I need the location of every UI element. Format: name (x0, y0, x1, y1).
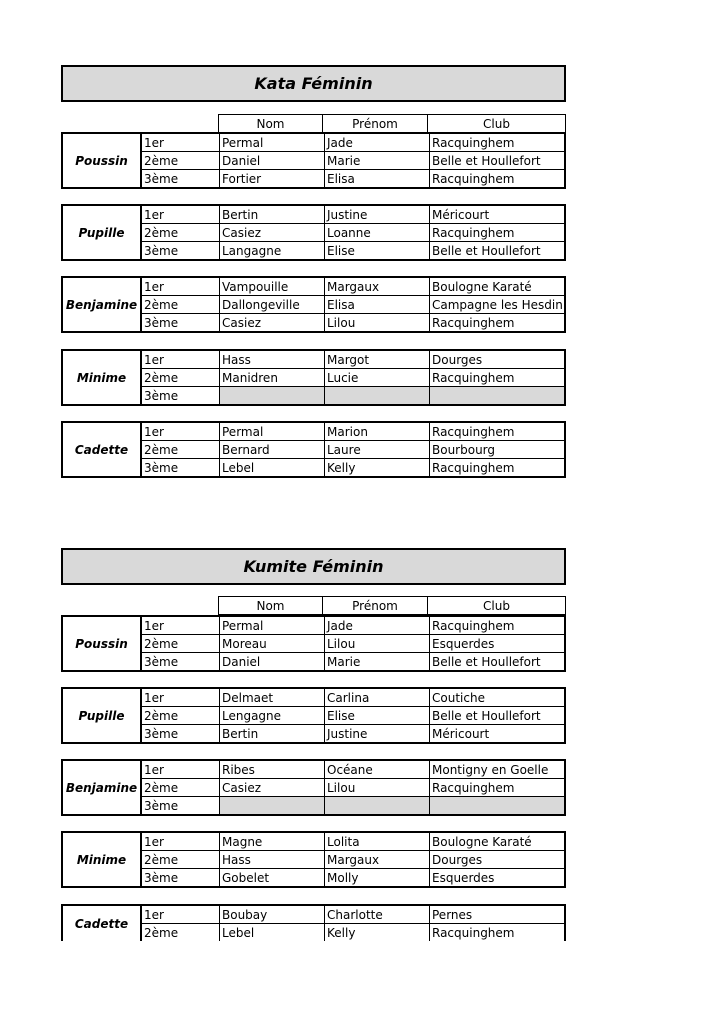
nom-cell: Magne (220, 833, 325, 850)
kumite-group (61, 615, 566, 672)
prenom-cell: Kelly (325, 924, 430, 941)
nom-cell: Permal (220, 617, 325, 634)
result-row (142, 134, 564, 151)
nom-cell: Permal (220, 134, 325, 151)
nom-cell: Boubay (220, 906, 325, 923)
rank-cell: 2ème (142, 851, 220, 868)
result-rows (142, 689, 564, 742)
result-rows (142, 761, 564, 814)
rank-cell: 1er (142, 761, 220, 778)
club-cell: Pernes (432, 907, 473, 922)
nom-cell: Lebel (220, 924, 325, 941)
result-rows (142, 134, 564, 187)
club-cell: Racquinghem (432, 315, 515, 330)
rank-cell: 3ème (142, 797, 220, 814)
rank-cell: 1er (142, 617, 220, 634)
category-label: Cadette (63, 906, 142, 941)
result-row (142, 386, 564, 404)
club-cell: Belle et Houllefort (432, 153, 541, 168)
prenom-cell (325, 387, 430, 404)
result-row (142, 868, 564, 886)
rank-cell: 1er (142, 423, 220, 440)
club-cell (430, 797, 564, 814)
rank-cell: 3ème (142, 725, 220, 742)
rank-cell: 2ème (142, 635, 220, 652)
header-club: Club (483, 116, 510, 131)
club-cell: Racquinghem (432, 225, 515, 240)
prenom-cell: Marie (325, 653, 430, 670)
club-cell: Racquinghem (432, 780, 515, 795)
rank-cell: 1er (142, 134, 220, 151)
category-label: Poussin (63, 617, 142, 670)
prenom-cell: Lucie (325, 369, 430, 386)
category-label: Pupille (63, 689, 142, 742)
prenom-cell: Margaux (325, 278, 430, 295)
club-cell: Coutiche (432, 690, 485, 705)
result-row (142, 724, 564, 742)
club-cell: Racquinghem (432, 135, 515, 150)
nom-cell: Dallongeville (220, 296, 325, 313)
rank-cell: 3ème (142, 653, 220, 670)
rank-cell: 3ème (142, 170, 220, 187)
rank-cell: 2ème (142, 441, 220, 458)
rank-cell: 1er (142, 206, 220, 223)
result-rows (142, 278, 564, 331)
result-row (142, 241, 564, 259)
nom-cell: Delmaet (220, 689, 325, 706)
result-rows (142, 833, 564, 886)
result-row (142, 850, 564, 868)
rank-cell: 2ème (142, 152, 220, 169)
club-cell: Méricourt (432, 726, 490, 741)
prenom-cell: Jade (325, 134, 430, 151)
nom-cell: Hass (220, 351, 325, 368)
nom-cell: Casiez (220, 779, 325, 796)
category-label: Benjamine (63, 278, 142, 331)
club-cell: Racquinghem (432, 925, 515, 940)
category-label: Cadette (63, 423, 142, 476)
club-cell: Racquinghem (432, 370, 515, 385)
kata-title: Kata Féminin (61, 65, 566, 102)
nom-cell: Casiez (220, 224, 325, 241)
kata-group (61, 132, 566, 189)
result-rows (142, 351, 564, 404)
category-label: Benjamine (63, 761, 142, 814)
prenom-cell: Lilou (325, 314, 430, 331)
rank-cell: 2ème (142, 924, 220, 941)
result-row (142, 617, 564, 634)
club-cell: Belle et Houllefort (432, 654, 541, 669)
category-label: Poussin (63, 134, 142, 187)
prenom-cell: Marion (325, 423, 430, 440)
result-row (142, 778, 564, 796)
nom-cell: Manidren (220, 369, 325, 386)
prenom-cell: Elise (325, 707, 430, 724)
nom-cell: Hass (220, 851, 325, 868)
kata-group (61, 204, 566, 261)
rank-cell: 3ème (142, 242, 220, 259)
rank-cell: 1er (142, 278, 220, 295)
result-row (142, 423, 564, 440)
result-row (142, 223, 564, 241)
nom-cell: Bertin (220, 725, 325, 742)
category-label: Minime (63, 351, 142, 404)
club-cell: Racquinghem (432, 171, 515, 186)
rank-cell: 1er (142, 906, 220, 923)
nom-cell: Casiez (220, 314, 325, 331)
prenom-cell: Elise (325, 242, 430, 259)
prenom-cell: Justine (325, 725, 430, 742)
rank-cell: 2ème (142, 369, 220, 386)
prenom-cell: Justine (325, 206, 430, 223)
result-row (142, 440, 564, 458)
nom-cell: Bertin (220, 206, 325, 223)
prenom-cell: Lilou (325, 635, 430, 652)
category-label: Minime (63, 833, 142, 886)
prenom-cell (325, 797, 430, 814)
prenom-cell: Lolita (325, 833, 430, 850)
club-cell: Racquinghem (432, 618, 515, 633)
prenom-cell: Charlotte (325, 906, 430, 923)
club-cell: Campagne les Hesdin (432, 297, 563, 312)
kumite-title: Kumite Féminin (61, 548, 566, 585)
result-row (142, 169, 564, 187)
kata-group (61, 349, 566, 406)
nom-cell: Moreau (220, 635, 325, 652)
nom-cell: Daniel (220, 152, 325, 169)
result-row (142, 351, 564, 368)
rank-cell: 2ème (142, 779, 220, 796)
prenom-cell: Carlina (325, 689, 430, 706)
nom-cell: Ribes (220, 761, 325, 778)
rank-cell: 3ème (142, 314, 220, 331)
kata-group (61, 421, 566, 478)
result-row (142, 206, 564, 223)
result-row (142, 458, 564, 476)
nom-cell: Gobelet (220, 869, 325, 886)
result-row (142, 634, 564, 652)
prenom-cell: Elisa (325, 170, 430, 187)
club-cell: Méricourt (432, 207, 490, 222)
prenom-cell: Margaux (325, 851, 430, 868)
kumite-column-headers (218, 596, 566, 615)
club-cell: Esquerdes (432, 870, 495, 885)
club-cell: Racquinghem (432, 460, 515, 475)
kumite-group (61, 759, 566, 816)
nom-cell: Lengagne (220, 707, 325, 724)
club-cell: Boulogne Karaté (432, 834, 532, 849)
club-cell: Dourges (432, 352, 483, 367)
result-row (142, 761, 564, 778)
kumite-group (61, 831, 566, 888)
result-rows (142, 423, 564, 476)
result-row (142, 295, 564, 313)
prenom-cell: Laure (325, 441, 430, 458)
prenom-cell: Elisa (325, 296, 430, 313)
header-prenom: Prénom (323, 597, 428, 614)
result-row (142, 796, 564, 814)
kata-column-headers (218, 114, 566, 133)
club-cell: Racquinghem (432, 424, 515, 439)
header-club: Club (483, 598, 510, 613)
result-row (142, 313, 564, 331)
nom-cell: Vampouille (220, 278, 325, 295)
club-cell: Montigny en Goelle (432, 762, 549, 777)
club-cell: Belle et Houllefort (432, 708, 541, 723)
nom-cell: Permal (220, 423, 325, 440)
kumite-group (61, 904, 566, 941)
prenom-cell: Océane (325, 761, 430, 778)
header-nom: Nom (219, 597, 323, 614)
rank-cell: 1er (142, 689, 220, 706)
rank-cell: 2ème (142, 707, 220, 724)
club-cell: Esquerdes (432, 636, 495, 651)
result-row (142, 368, 564, 386)
nom-cell: Langagne (220, 242, 325, 259)
result-row (142, 689, 564, 706)
prenom-cell: Loanne (325, 224, 430, 241)
prenom-cell: Molly (325, 869, 430, 886)
nom-cell: Fortier (220, 170, 325, 187)
prenom-cell: Kelly (325, 459, 430, 476)
rank-cell: 3ème (142, 459, 220, 476)
header-prenom: Prénom (323, 115, 428, 132)
nom-cell: Daniel (220, 653, 325, 670)
result-row (142, 652, 564, 670)
prenom-cell: Margot (325, 351, 430, 368)
result-rows (142, 906, 564, 941)
result-row (142, 151, 564, 169)
club-cell: Dourges (432, 852, 483, 867)
club-cell: Bourbourg (432, 442, 496, 457)
prenom-cell: Lilou (325, 779, 430, 796)
rank-cell: 3ème (142, 869, 220, 886)
category-label: Pupille (63, 206, 142, 259)
nom-cell (220, 387, 325, 404)
result-row (142, 706, 564, 724)
kumite-group (61, 687, 566, 744)
rank-cell: 1er (142, 833, 220, 850)
club-cell: Boulogne Karaté (432, 279, 532, 294)
nom-cell: Bernard (220, 441, 325, 458)
rank-cell: 2ème (142, 296, 220, 313)
nom-cell (220, 797, 325, 814)
result-rows (142, 617, 564, 670)
result-row (142, 833, 564, 850)
club-cell: Belle et Houllefort (432, 243, 541, 258)
result-row (142, 278, 564, 295)
prenom-cell: Jade (325, 617, 430, 634)
club-cell (430, 387, 564, 404)
header-nom: Nom (219, 115, 323, 132)
nom-cell: Lebel (220, 459, 325, 476)
result-row (142, 906, 564, 923)
result-rows (142, 206, 564, 259)
result-row (142, 923, 564, 941)
prenom-cell: Marie (325, 152, 430, 169)
rank-cell: 1er (142, 351, 220, 368)
rank-cell: 3ème (142, 387, 220, 404)
kata-group (61, 276, 566, 333)
rank-cell: 2ème (142, 224, 220, 241)
